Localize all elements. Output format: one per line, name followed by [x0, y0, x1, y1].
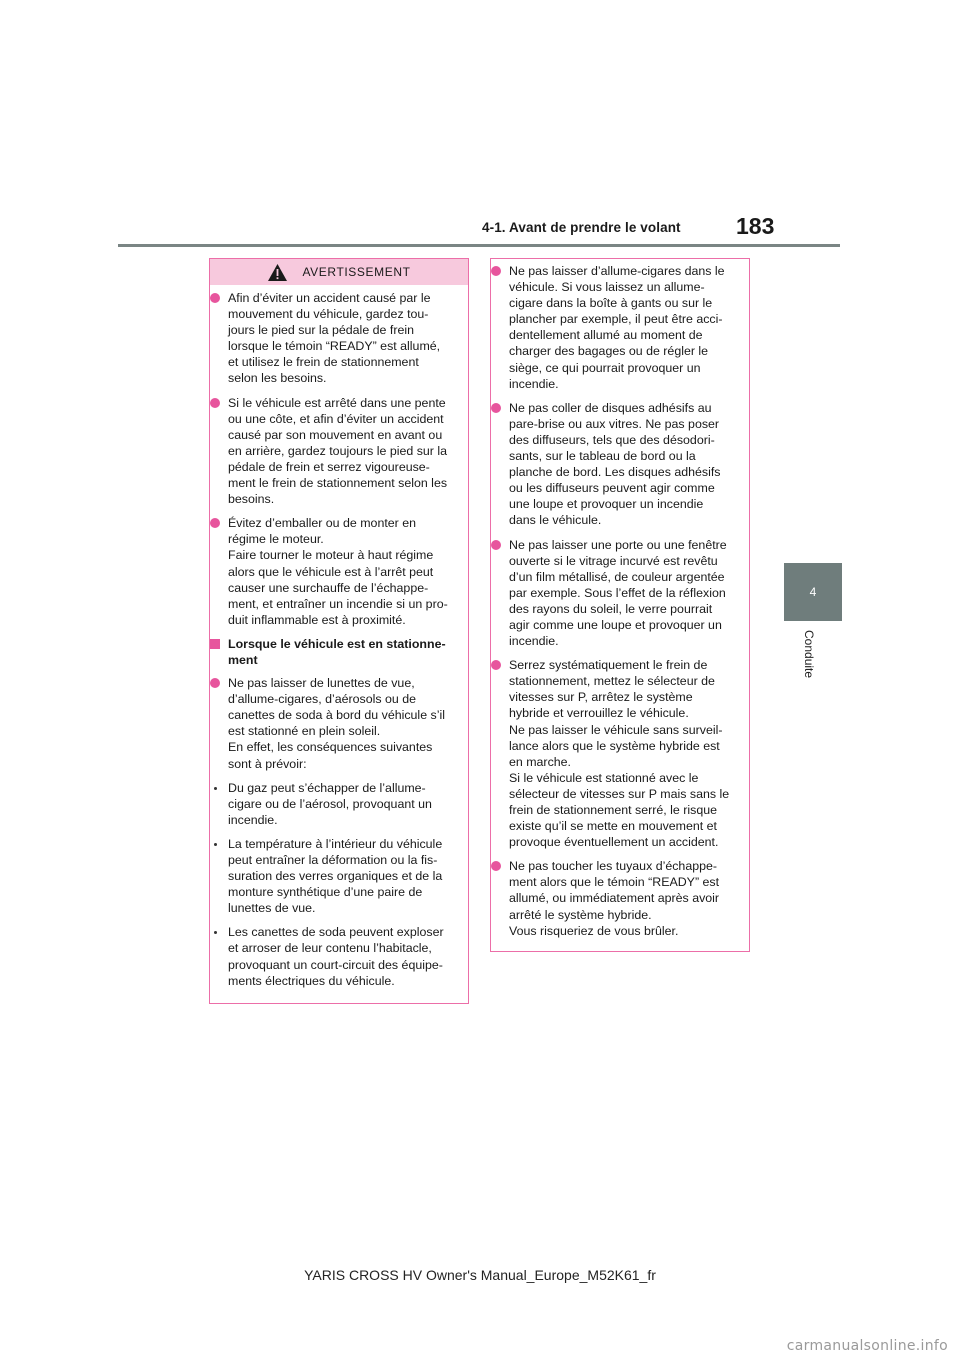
warning-item-text: Si le véhicule est arrêté dans une pente ou une côte, et afin d’éviter un accident causé par son mouvement en avant ou en arrière, gardez toujours le pied sur la pédale de frein et serrez vigoureuse- ment le frein de stationnement selon les besoins.: [228, 395, 448, 507]
warning-item: [500, 263, 739, 392]
warning-item-text: Ne pas coller de disques adhésifs au pare-brise ou aux vitres. Ne pas poser des diffuseurs, tels que des désodori- sants, sur le tableau de bord ou la planche de bord. Les disques adhésifs ou les diffuseurs peuvent agir comme une loupe et provoquer un incendie dans le véhicule.: [509, 400, 721, 528]
bullet-icon: [210, 518, 220, 528]
consequence-text: Les canettes de soda peuvent exploser et arroser de leur contenu l’habitacle, provoquant un court-circuit des équipe- ments électriques du véhicule.: [228, 925, 444, 988]
warning-heading: AVERTISSEMENT: [302, 264, 411, 279]
warning-header: [210, 259, 468, 285]
warning-item: [500, 858, 739, 938]
warning-item-text: Ne pas laisser d’allume-cigares dans le véhicule. Si vous laissez un allume- cigare dans la boîte à gants ou sur le plancher par exemple, il peut être acci- dentellement allumé au moment de charger des bagages ou de régler le siège, ce qui pourrait provoquer un incendie.: [509, 264, 725, 391]
dot-bullet-icon: [214, 843, 217, 846]
warning-item: [219, 290, 458, 387]
warning-item: [500, 400, 739, 529]
page-number: 183: [736, 213, 775, 239]
consequence-item: [219, 780, 458, 828]
warning-item-text: Évitez d’emballer ou de monter en régime le moteur. Faire tourner le moteur à haut régime alors que le véhicule est à l’arrêt peut causer une surchauffe de l’échappe- ment, et entraîner un incendie si un pro- duit inflammable est à proximité.: [228, 516, 448, 627]
watermark[interactable]: carmanualsonline.info: [786, 1338, 948, 1354]
bullet-icon: [210, 678, 220, 688]
header-divider: [118, 244, 840, 247]
warning-box-left: [209, 258, 469, 1004]
warning-triangle-icon: [267, 263, 288, 282]
subheading-text: Lorsque le véhicule est en stationne- ment: [228, 636, 446, 667]
bullet-icon: [491, 660, 501, 670]
bullet-icon: [491, 403, 501, 413]
warning-item: [500, 657, 739, 850]
footer-manual-name: YARIS CROSS HV Owner's Manual_Europe_M52K61_fr: [304, 1267, 656, 1283]
bullet-icon: [491, 540, 501, 550]
warning-item-text: Afin d’éviter un accident causé par le mouvement du véhicule, gardez tou- jours le pied sur la pédale de frein lorsque le témoin “READY” est allumé, et utilisez le frein de stationnement selon les besoins.: [228, 291, 441, 386]
parking-subheading: [219, 636, 458, 668]
chapter-number: 4: [809, 585, 817, 599]
square-bullet-icon: [210, 639, 220, 649]
chapter-tab: [784, 563, 842, 621]
consequence-item: [219, 836, 458, 916]
warning-item: [500, 537, 739, 650]
chapter-label: Conduite: [802, 630, 816, 679]
warning-content-right: [491, 259, 749, 939]
warning-item-text: Ne pas laisser une porte ou une fenêtre ouverte si le vitrage incurvé est revêtu d’un film métallisé, de couleur argentée par exemple. Sous l’effet de la réflexion des rayons du soleil, le verre pourrait agir comme une loupe et provoquer un incendie.: [509, 537, 727, 649]
warning-item-text: Ne pas laisser de lunettes de vue, d’allume-cigares, d’aérosols ou de canettes de soda à bord du véhicule s’il est stationné en plein soleil. En effet, les conséquences suivantes sont à prévoir:: [228, 676, 445, 771]
warning-item-text: Ne pas toucher les tuyaux d’échappe- ment alors que le témoin “READY” est allumé, ou immédiatement après avoir arrêté le système hybride. Vous risqueriez de vous brûler.: [509, 859, 720, 938]
warning-item-text: Serrez systématiquement le frein de stationnement, mettez le sélecteur de vitesses sur P, arrêtez le système hybride et verrouillez le véhicule. Ne pas laisser le véhicule sans surveil- lance alors que le système hybride est en marche. Si le véhicule est stationné avec le sélecteur de vitesses sur P mais sans le frein de stationnement serré, le risque existe qu’il se mette en mouvement et provoque éventuellement un accident.: [509, 658, 730, 850]
consequence-text: Du gaz peut s’échapper de l’allume- cigare ou de l’aérosol, provoquant un incendie.: [228, 780, 432, 827]
warning-item: [219, 515, 458, 628]
bullet-icon: [491, 861, 501, 871]
warning-content-left: [210, 285, 468, 989]
bullet-icon: [491, 266, 501, 276]
consequence-text: La température à l’intérieur du véhicule peut entraîner la déformation ou la fis- suration des verres organiques et de la monture synthétique d’une paire de lunettes de vue.: [228, 836, 443, 916]
section-title: 4-1. Avant de prendre le volant: [482, 220, 681, 235]
warning-item: [219, 395, 458, 508]
dot-bullet-icon: [214, 787, 217, 790]
dot-bullet-icon: [214, 931, 217, 934]
warning-item: [219, 675, 458, 772]
bullet-icon: [210, 398, 220, 408]
bullet-icon: [210, 293, 220, 303]
consequence-item: [219, 924, 458, 988]
warning-box-right: [490, 258, 750, 952]
